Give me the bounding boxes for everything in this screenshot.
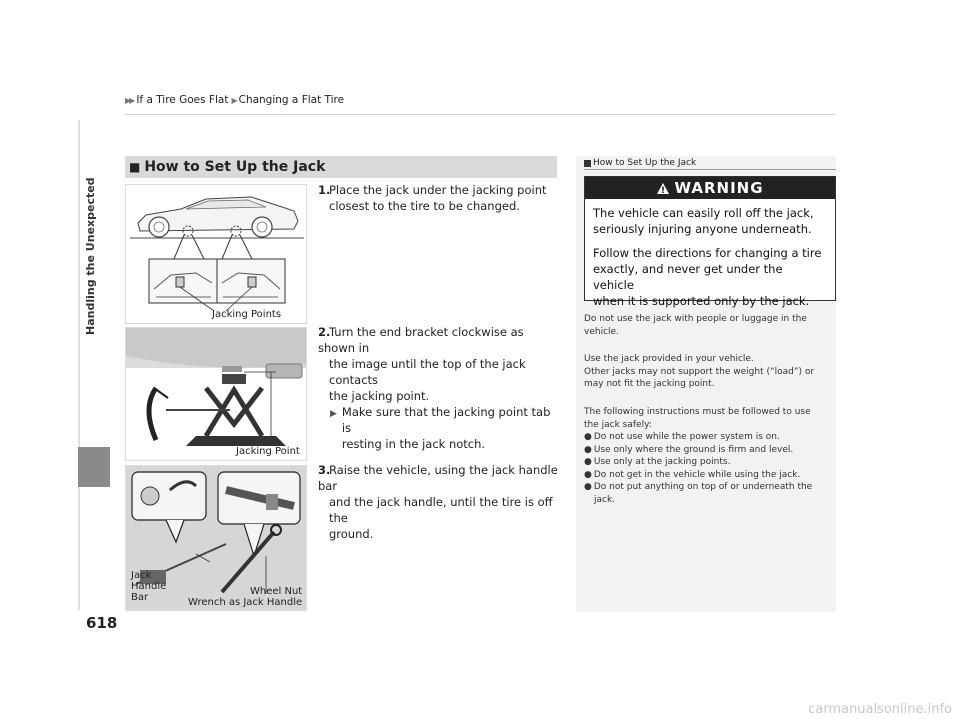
reference-square-icon bbox=[584, 160, 591, 167]
figure-jacking-points bbox=[125, 184, 307, 324]
section-header bbox=[125, 156, 557, 178]
warning-text: The vehicle can easily roll off the jack, seriously injuring anyone underneath. Follow the directions for changing a tire exactly, and never get under the vehicle when it is supported only by the jack. bbox=[593, 206, 822, 308]
sidebar-note-3: The following instructions must be followed to use the jack safely: ● Do not use while the power system is on. ● Use only where the ground is firm and level. ● Use only at the jacking points. ● Do not get in the vehicle while using the jack. ● Do not put anything on top of or underneath the jack. bbox=[584, 406, 829, 506]
list-item: ● Do not put anything on top of or underneath the bbox=[584, 482, 813, 492]
list-item: ● Use only where the ground is firm and level. bbox=[584, 444, 794, 455]
jack-handle-bar-label: Jack Handle Bar bbox=[131, 570, 167, 603]
warning-triangle-icon bbox=[656, 182, 670, 195]
list-item: ● Do not get in the vehicle while using the jack. bbox=[584, 469, 801, 480]
breadcrumb-item[interactable]: If a Tire Goes Flat bbox=[136, 94, 229, 106]
warning-box bbox=[584, 176, 836, 308]
jack-placement-illustration bbox=[126, 328, 307, 461]
list-item: ● Do not use while the power system is on. bbox=[584, 432, 780, 442]
watermark: carmanualsonline.info bbox=[808, 702, 952, 717]
figure-jack-placement bbox=[125, 327, 307, 461]
warning-header bbox=[585, 177, 835, 199]
breadcrumb-item[interactable]: Changing a Flat Tire bbox=[238, 94, 345, 106]
step-2: 2.Turn the end bracket clockwise as shown in the image until the top of the jack contacts the jacking point. ▶ Make sure that the jacking point tab is resting in the jack notch. bbox=[318, 324, 558, 452]
car-jacking-points-illustration bbox=[126, 185, 307, 324]
jacking-points-label: Jacking Points bbox=[212, 309, 282, 320]
page-number: 618 bbox=[86, 614, 118, 632]
breadcrumb bbox=[125, 94, 344, 106]
warning-heading: WARNING bbox=[674, 179, 764, 197]
step-2-note: ▶ Make sure that the jacking point tab is resting in the jack notch. bbox=[330, 405, 551, 451]
note-arrow-icon: ▶ bbox=[330, 409, 337, 419]
sidebar-note-1: Do not use the jack with people or luggage in the vehicle. bbox=[584, 314, 807, 337]
breadcrumb-arrow-icon: ▶ bbox=[231, 95, 236, 105]
step-number: 1. bbox=[318, 183, 331, 197]
step-number: 2. bbox=[318, 325, 331, 339]
step-number: 3. bbox=[318, 463, 331, 477]
chapter-side-label: Handling the Unexpected bbox=[84, 177, 97, 335]
figure-jack-handle bbox=[125, 465, 307, 611]
step-3: 3.Raise the vehicle, using the jack handle bar and the jack handle, until the tire is off the ground. bbox=[318, 463, 558, 541]
section-title: How to Set Up the Jack bbox=[144, 159, 326, 175]
side-tab-strip bbox=[78, 120, 80, 610]
breadcrumb-arrow-icon: ▶▶ bbox=[125, 95, 134, 105]
wheel-nut-label: Wheel Nut bbox=[250, 586, 303, 597]
sidebar-note-2: Use the jack provided in your vehicle. Other jacks may not support the weight (“load”) or may not fit the jacking point. bbox=[584, 354, 815, 389]
list-item: ● Use only at the jacking points. bbox=[584, 457, 731, 467]
step-1: 1.Place the jack under the jacking point closest to the tire to be changed. bbox=[318, 183, 547, 213]
wrench-label: Wrench as Jack Handle bbox=[188, 597, 303, 608]
chapter-tab-marker bbox=[78, 447, 110, 487]
header-divider bbox=[125, 114, 835, 115]
section-square-icon: ■ bbox=[129, 160, 141, 174]
jacking-point-label: Jacking Point bbox=[236, 446, 300, 457]
sidebar-title: How to Set Up the Jack bbox=[584, 158, 696, 168]
sidebar-divider bbox=[584, 169, 836, 170]
